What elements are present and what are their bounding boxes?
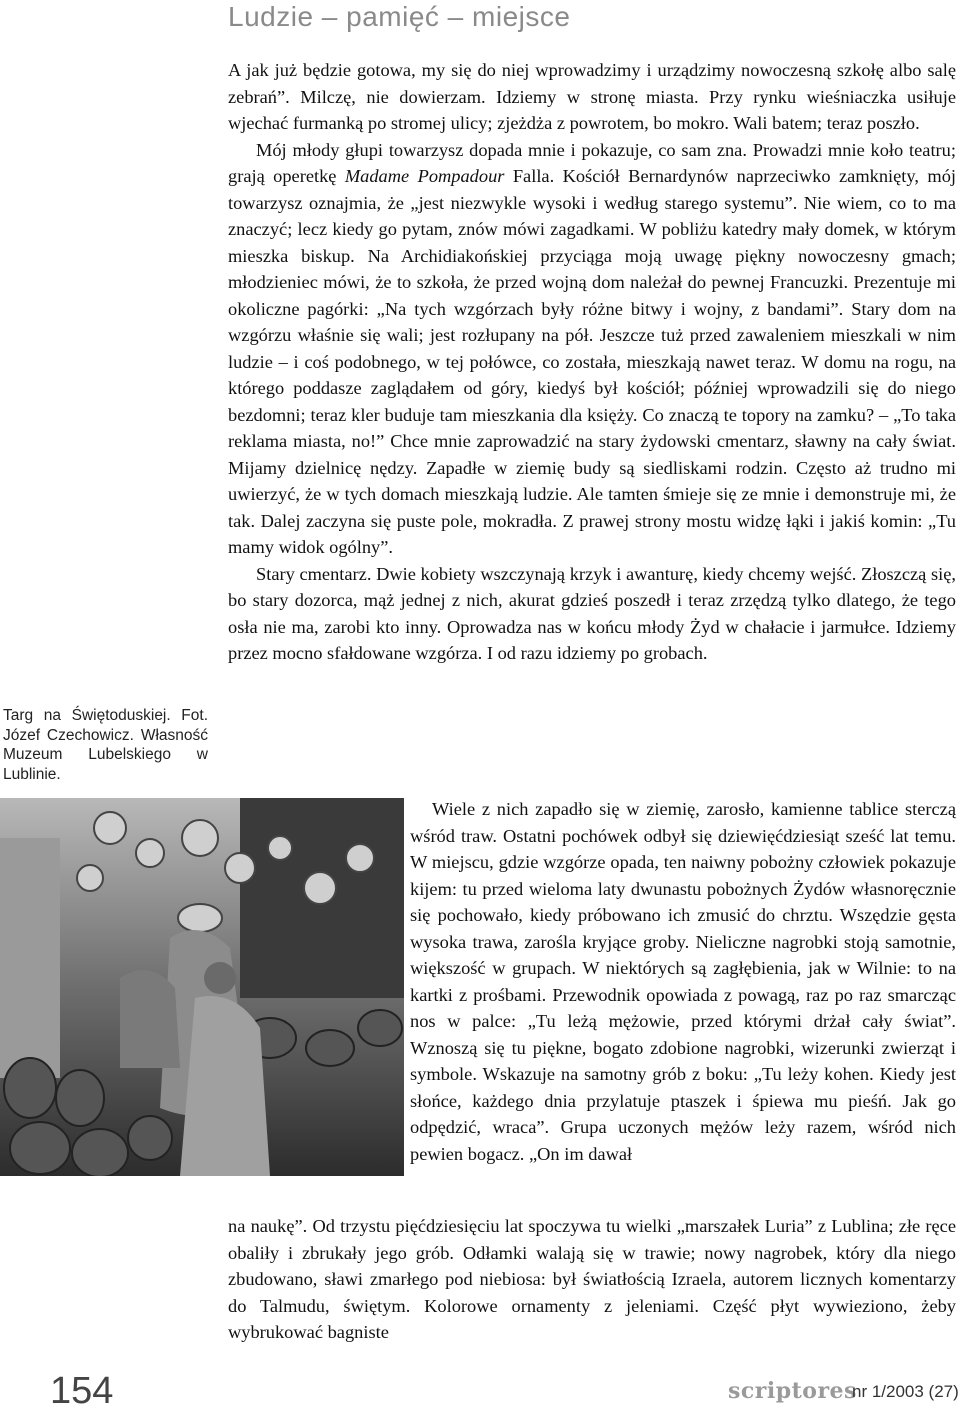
paragraph: na naukę”. Od trzystu pięćdziesięciu lat spoczywa tu wielki „marszałek Luria” z Lublina; złe ręce obaliły i zbrukały jego grób. Odłamki walają się w trawie; nowy nagrobek, który dla niego zbudowano, sławi zmarłego pod niebiosa: był światłością Izraela, autorem licznych komentarzy do Talmudu, świętym. Kolorowe ornamenty z jeleniami. Część płyt wywieziono, żeby wybrukować bagniste	[228, 1216, 956, 1342]
photo-caption: Targ na Świętoduskiej. Fot. Józef Czechowicz. Własność Muzeum Lubelskiego w Lublinie.	[3, 707, 208, 783]
page-number: 154	[50, 1370, 114, 1412]
text-run: Falla. Kościół Bernardynów naprzeciwko zamknięty, mój towarzysz oznajmia, że „jest niezwykle wysoki i według starego systemu”. Nie wiem, co to ma znaczyć; lecz kiedy go pytam, znów mówi zagadkami. W pobliżu katedry mały domek, w którym mieszka biskup. Na Archidiakońskiej przyciąga moją uwagę piękny nowoczesny gmach; młodzieniec mówi, że to szkoła, że przed wojną dom należał do pewnej Francuzki. Prezentuje mi okoliczne pagórki: „Na tych wzgórzach były różne bitwy i wojny, z bandami”. Stary dom na wzgórzu właśnie się wali; jest rozłupany na pół. Jeszcze tuż przed zawaleniem mieszkali w nim ludzie – i coś podobnego, w tej połówce, co została, mieszkają nawet teraz. W domu na rogu, na którego poddasze zaglądałem od góry, kiedyś był kościół; później wprowadzili się do niego bezdomni; teraz kler buduje tam mieszkania dla księży. Co znaczą te topory na zamku? – „To taka reklama miasta, no!” Chce mnie zaprowadzić na stary żydowski cmentarz, sławny na cały świat. Mijamy dzielnicę nędzy. Zapadłe w ziemię budy są siedliskami rodzin. Często aż trudno mi uwierzyć, że w tych domach mieszkają ludzie. Ale tamten śmieje się ze mnie i demonstruje mi, że tak. Dalej zaczyna się puste pole, mokradła. Z prawej strony mostu widzę łąki i jakiś komin: „Tu mamy widok ogólny”.	[228, 166, 956, 557]
running-header: Ludzie – pamięć – miejsce	[228, 1, 571, 32]
article-text-continued	[228, 1213, 956, 1346]
main-article-text	[228, 57, 956, 667]
paragraph	[228, 137, 956, 561]
text-run: Mój młody głupi towarzysz dopada mnie i pokazuje, co sam zna. Prowadzi mnie koło teatru; grają operetkę	[228, 139, 956, 186]
paragraph: A jak już będzie gotowa, my się do niej wprowadzimy i urządzimy nowoczesną szkołę albo salę zebrań”. Milczę, nie dowierzam. Idziemy w stronę miasta. Przy rynku wieśniaczka usiłuje wjechać furmanką po stromej ulicy; zjeżdża z powrotem, bo mokro. Wali batem; teraz poszło.	[228, 60, 956, 133]
italic-title: Madame Pompadour	[344, 166, 505, 186]
photo-image	[0, 798, 404, 1176]
article-text-beside-photo	[410, 796, 956, 1167]
paragraph: Wiele z nich zapadło się w ziemię, zarosło, kamienne tablice sterczą wśród traw. Ostatni pochówek odbył się dziewięćdziesiąt sześć lat temu. W miejscu, gdzie wzgórze opada, ten naiwny pobożny człowiek pokazuje kijem: tu przed wieloma laty dwunastu pobożnych Żydów własnoręcznie się pochowało, kiedy próbowano ich zmusić do chrztu. Wszędzie gęsta wysoka trawa, zarośla kryjące groby. Nieliczne nagrobki stoją samotnie, większość w grupach. W niektórych są zagłębienia, jak w Wilnie: to na kartki z prośbami. Przewodnik opowiada z powagą, raz po raz smarcząc nos w palce: „Tu leżą mężowie, przed którymi drżał cały świat”. Wznoszą się tu piękne, bogato zdobione nagrobki, wizerunki zwierząt i symbole. Wskazuje na samotny grób z boku: „Tu leży kohen. Kiedy jest słońce, każdego dnia przylatuje ptaszek i śpiewa mu pieśń. Jak go odpędzić, wraca”. Grupa uczonych mężów leży razem, wśród nich pewien bogacz. „On im dawał	[410, 799, 956, 1164]
issue-number: nr 1/2003 (27)	[852, 1382, 959, 1401]
journal-logo: scriptores	[728, 1378, 857, 1404]
market-photo	[0, 798, 404, 1176]
paragraph: Stary cmentarz. Dwie kobiety wszczynają krzyk i awanturę, kiedy chcemy wejść. Złoszczą się, bo stary dozorca, mąż jednej z nich, akurat gdzieś poszedł i teraz zrzędzą tylko dlatego, że tego osła nie ma, zarobi kto inny. Oprowadza nas w końcu młody Żyd w chałacie i jarmułce. Idziemy przez mocno sfałdowane wzgórza. I od razu idziemy po grobach.	[228, 563, 956, 663]
